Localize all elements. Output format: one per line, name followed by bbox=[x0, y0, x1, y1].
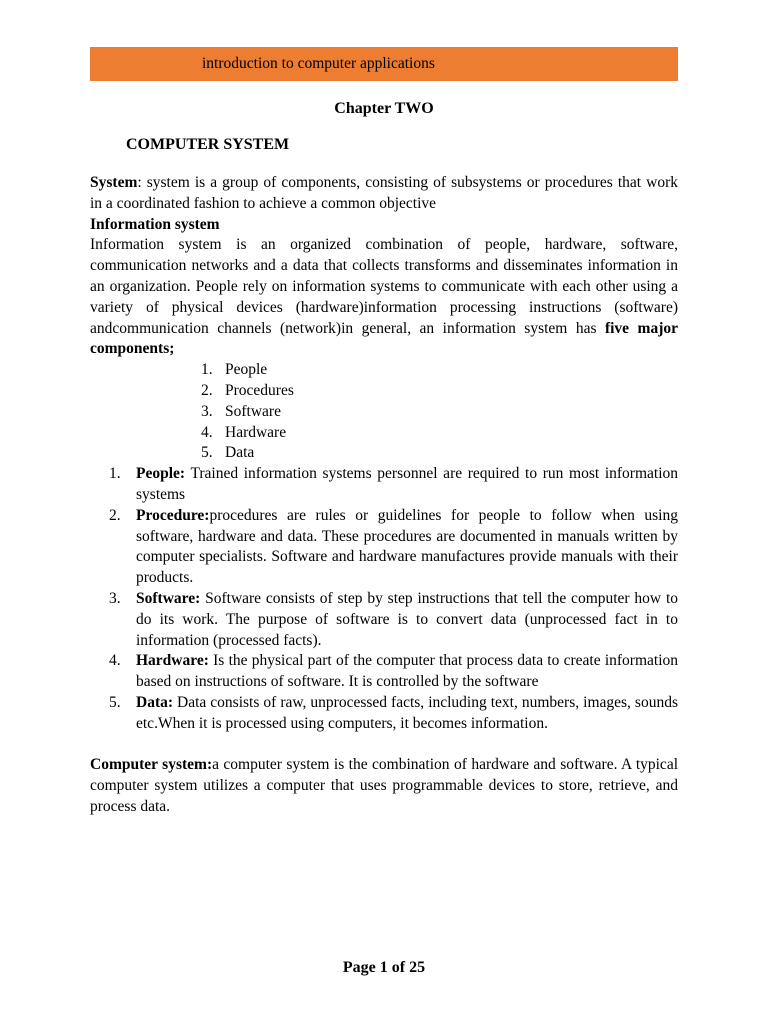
detail-text: Trained information systems personnel are required to run most information systems bbox=[136, 465, 678, 503]
detail-term: People: bbox=[136, 465, 186, 483]
detail-number: 5. bbox=[109, 693, 121, 711]
spacer bbox=[90, 735, 678, 756]
list-number: 5. bbox=[201, 444, 213, 462]
list-item bbox=[201, 423, 678, 444]
list-item bbox=[201, 402, 678, 423]
info-system-paragraph bbox=[90, 235, 678, 360]
computer-system-term: Computer system: bbox=[90, 756, 213, 774]
detail-number: 2. bbox=[109, 506, 121, 524]
detail-item bbox=[109, 506, 678, 589]
detail-text: procedures are rules or guidelines for people to follow when using software, hardware and data. These procedures are documented in manuals written by computer specialists. Software and hardware manufactures provide manuals with their products. bbox=[136, 506, 678, 587]
system-term: System bbox=[90, 174, 138, 191]
detail-number: 4. bbox=[109, 652, 121, 670]
list-item bbox=[201, 443, 678, 464]
info-system-bold: five major components; bbox=[90, 319, 678, 358]
page-number: Page 1 of 25 bbox=[342, 959, 426, 976]
header-bar bbox=[90, 47, 678, 81]
detail-term: Software: bbox=[136, 589, 201, 607]
detail-text: Data consists of raw, unprocessed facts, including text, numbers, images, sounds etc.When it is processed using computers, it becomes information. bbox=[136, 693, 678, 732]
computer-system-paragraph bbox=[90, 755, 678, 817]
detail-item bbox=[109, 651, 678, 693]
list-number: 1. bbox=[201, 361, 213, 379]
detail-number: 3. bbox=[109, 589, 121, 607]
list-number: 3. bbox=[201, 402, 213, 420]
info-system-text: Information system is an organized combination of people, hardware, software, communication networks and a data that collects transforms and disseminates information in an organization. People rely on information systems to communicate with each other using a variety of physical devices (hardware)information processing instructions (software) andcommunication channels (network)in general, an information system has bbox=[90, 236, 678, 337]
detail-item bbox=[109, 464, 678, 506]
document-body bbox=[90, 173, 678, 818]
system-text: : system is a group of components, consisting of subsystems or procedures that work in a coordinated fashion to achieve a common objective bbox=[90, 174, 678, 212]
section-title: COMPUTER SYSTEM bbox=[126, 136, 290, 153]
detail-text: Software consists of step by step instructions that tell the computer how to do its work. The purpose of software is to convert data (unprocessed fact in to information (processed facts). bbox=[136, 589, 678, 649]
list-label: Procedures bbox=[225, 381, 294, 399]
list-label: Hardware bbox=[225, 423, 287, 441]
system-definition bbox=[90, 173, 678, 215]
components-list bbox=[90, 360, 678, 464]
detail-text: Is the physical part of the computer that process data to create information based on instructions of software. It is controlled by the software bbox=[136, 652, 678, 691]
detail-item bbox=[109, 589, 678, 651]
list-label: Software bbox=[225, 402, 281, 420]
detail-term: Hardware: bbox=[136, 652, 209, 670]
header-title: introduction to computer applications bbox=[202, 55, 435, 72]
detail-number: 1. bbox=[109, 465, 121, 483]
list-item bbox=[201, 360, 678, 381]
list-item bbox=[201, 381, 678, 402]
list-number: 2. bbox=[201, 381, 213, 399]
chapter-title: Chapter TWO bbox=[334, 100, 434, 117]
detail-item bbox=[109, 693, 678, 735]
list-number: 4. bbox=[201, 423, 213, 441]
list-label: Data bbox=[225, 444, 255, 462]
component-details-list bbox=[90, 464, 678, 734]
list-label: People bbox=[225, 361, 268, 379]
detail-term: Data: bbox=[136, 693, 174, 711]
detail-term: Procedure: bbox=[136, 506, 210, 524]
computer-system-text: a computer system is the combination of hardware and software. A typical computer system utilizes a computer that uses programmable devices to store, retrieve, and process data. bbox=[90, 756, 678, 815]
info-system-heading: Information system bbox=[90, 215, 220, 233]
